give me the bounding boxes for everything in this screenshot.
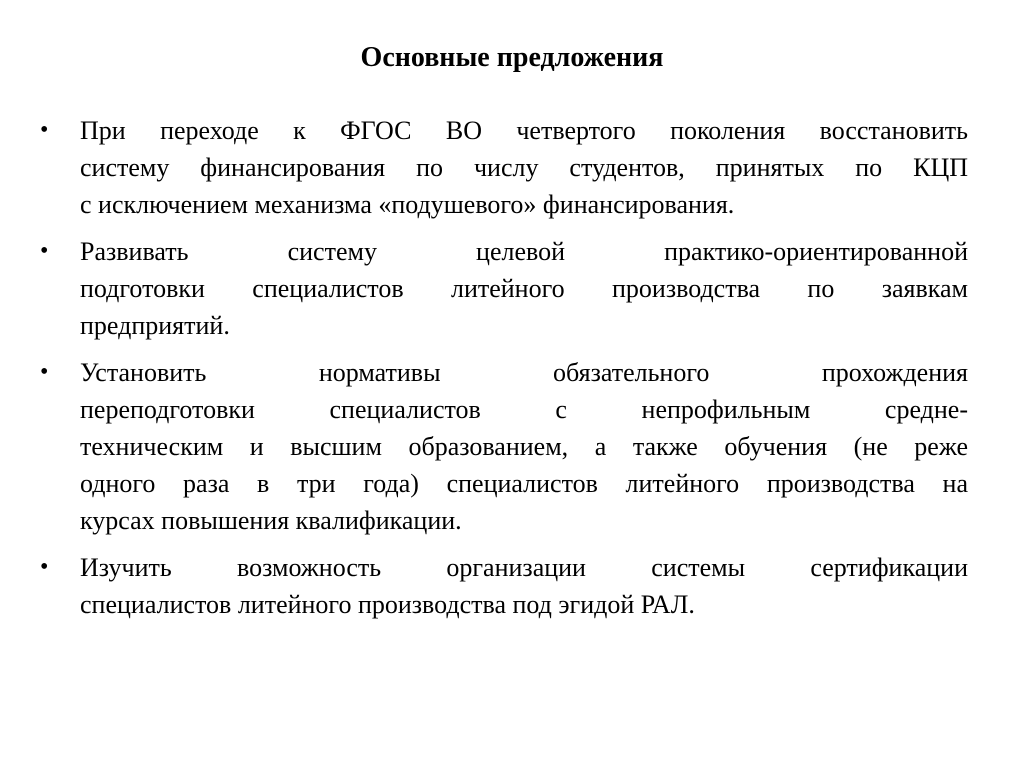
- text-line: переподготовки специалистов с непрофильным средне-: [80, 395, 968, 424]
- text-line: предприятий.: [80, 311, 230, 340]
- text-line: При переходе к ФГОС ВО четвертого поколения восстановить: [80, 116, 968, 145]
- text-line: курсах повышения квалификации.: [80, 506, 462, 535]
- bullet-icon: •: [40, 117, 49, 143]
- list-item: [40, 549, 968, 623]
- bullet-icon: •: [40, 238, 49, 264]
- bullet-icon: •: [40, 554, 49, 580]
- text-line: подготовки специалистов литейного производства по заявкам: [80, 274, 968, 303]
- list-item-text: [80, 233, 968, 344]
- list-item: [40, 112, 968, 223]
- text-line: с исключением механизма «подушевого» финансирования.: [80, 190, 735, 219]
- bullet-icon: •: [40, 359, 49, 385]
- text-line: систему финансирования по числу студентов, принятых по КЦП: [80, 153, 968, 182]
- list-item-text: [80, 112, 968, 223]
- list-item-text: [80, 549, 968, 623]
- text-line: одного раза в три года) специалистов литейного производства на: [80, 469, 968, 498]
- text-line: Развивать систему целевой практико-ориентированной: [80, 237, 968, 266]
- proposals-list: [40, 112, 968, 633]
- list-item-text: [80, 354, 968, 539]
- slide-title: Основные предложения: [360, 42, 664, 73]
- list-item: [40, 233, 968, 344]
- list-item: [40, 354, 968, 539]
- text-line: специалистов литейного производства под эгидой РАЛ.: [80, 590, 695, 619]
- text-line: техническим и высшим образованием, а также обучения (не реже: [80, 432, 968, 461]
- text-line: Установить нормативы обязательного прохождения: [80, 358, 968, 387]
- text-line: Изучить возможность организации системы сертификации: [80, 553, 968, 582]
